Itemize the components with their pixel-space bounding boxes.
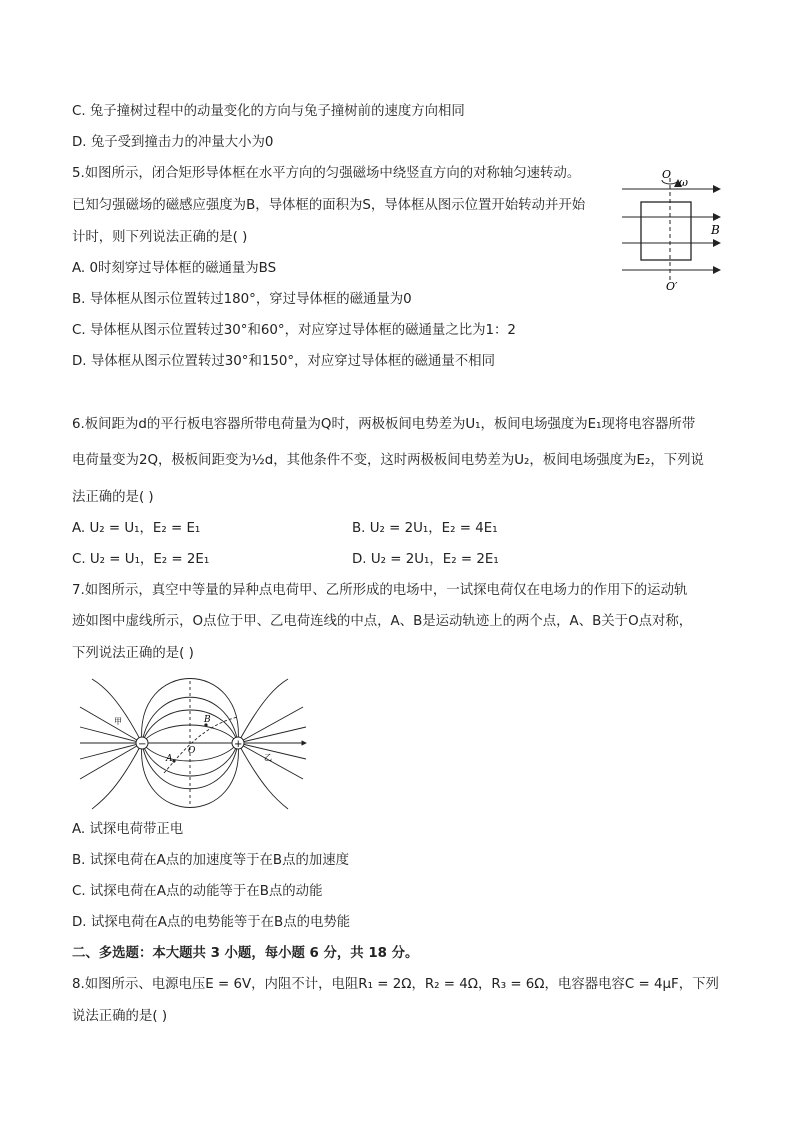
q5-label-o-top: O <box>662 168 672 181</box>
q5-stem-line3: 计时，则下列说法正确的是( ) <box>72 230 248 245</box>
q5-stem-line1: 5.如图所示，闭合矩形导体框在水平方向的匀强磁场中绕竖直方向的对称轴匀速转动。 <box>72 166 581 181</box>
q4-option-d: D. 兔子受到撞击力的冲量大小为0 <box>72 135 274 150</box>
q5-option-a: A. 0时刻穿过导体框的磁通量为BS <box>72 261 277 276</box>
q7-negative-charge-sign: − <box>138 739 147 750</box>
q8-stem-line2: 说法正确的是( ) <box>72 1009 168 1024</box>
q7-positive-charge-sign: + <box>234 739 243 750</box>
q7-option-b: B. 试探电荷在A点的加速度等于在B点的加速度 <box>72 853 350 868</box>
q7-stem-line3: 下列说法正确的是( ) <box>72 646 194 661</box>
q7-stem-line2: 迹如图中虚线所示，O点位于甲、乙电荷连线的中点，A、B是运动轨迹上的两个点，A、B关于O点对称， <box>72 614 693 629</box>
q6-stem-line2: 电荷量变为2Q，极板间距变为½d，其他条件不变，这时两极板间电势差为U₂，板间电场强度为E₂，下列说 <box>72 453 704 468</box>
q4-option-c: C. 兔子撞树过程中的动量变化的方向与兔子撞树前的速度方向相同 <box>72 104 465 119</box>
q7-option-c: C. 试探电荷在A点的动能等于在B点的动能 <box>72 884 323 899</box>
q6-option-b: B. U₂ = 2U₁，E₂ = 4E₁ <box>352 521 498 536</box>
q6-stem-line1: 6.板间距为d的平行板电容器所带电荷量为Q时，两极板间电势差为U₁，板间电场强度为E₁现将电容器所带 <box>72 417 696 432</box>
q6-option-d: D. U₂ = 2U₁，E₂ = 2E₁ <box>352 552 499 567</box>
q7-label-jia: 甲 <box>114 717 122 726</box>
section-multiple-choice-heading: 二、多选题：本大题共 3 小题，每小题 6 分，共 18 分。 <box>72 946 419 961</box>
q5-figure-rotating-frame <box>618 168 728 292</box>
q6-option-c: C. U₂ = U₁，E₂ = 2E₁ <box>72 552 210 567</box>
q7-option-d: D. 试探电荷在A点的电势能等于在B点的电势能 <box>72 915 351 930</box>
q5-option-d: D. 导体框从图示位置转过30°和150°，对应穿过导体框的磁通量不相同 <box>72 354 495 369</box>
q5-option-b: B. 导体框从图示位置转过180°，穿过导体框的磁通量为0 <box>72 292 412 307</box>
q5-label-omega: ω <box>679 176 688 189</box>
q7-figure-dipole-field <box>78 677 310 812</box>
q8-stem-line1: 8.如图所示、电源电压E = 6V，内阻不计，电阻R₁ = 2Ω，R₂ = 4Ω，R₃ = 6Ω，电容器电容C = 4μF，下列 <box>72 977 719 992</box>
q7-stem-line1: 7.如图所示，真空中等量的异种点电荷甲、乙所形成的电场中，一试探电荷仅在电场力的作用下的运动轨 <box>72 583 688 598</box>
q7-label-b: B <box>204 715 211 725</box>
q7-label-yi: 乙 <box>264 753 272 762</box>
q5-stem-line2: 已知匀强磁场的磁感应强度为B，导体框的面积为S，导体框从图示位置开始转动并开始 <box>72 198 586 213</box>
q7-option-a: A. 试探电荷带正电 <box>72 822 184 837</box>
q7-label-o: O <box>188 746 196 756</box>
q7-label-a: A <box>166 754 173 764</box>
q6-option-a: A. U₂ = U₁，E₂ = E₁ <box>72 521 201 536</box>
q5-label-o-bottom: O′ <box>666 280 678 292</box>
q5-label-b: B <box>711 223 720 237</box>
q6-stem-line3: 法正确的是( ) <box>72 490 154 505</box>
q5-option-c: C. 导体框从图示位置转过30°和60°，对应穿过导体框的磁通量之比为1：2 <box>72 323 516 338</box>
